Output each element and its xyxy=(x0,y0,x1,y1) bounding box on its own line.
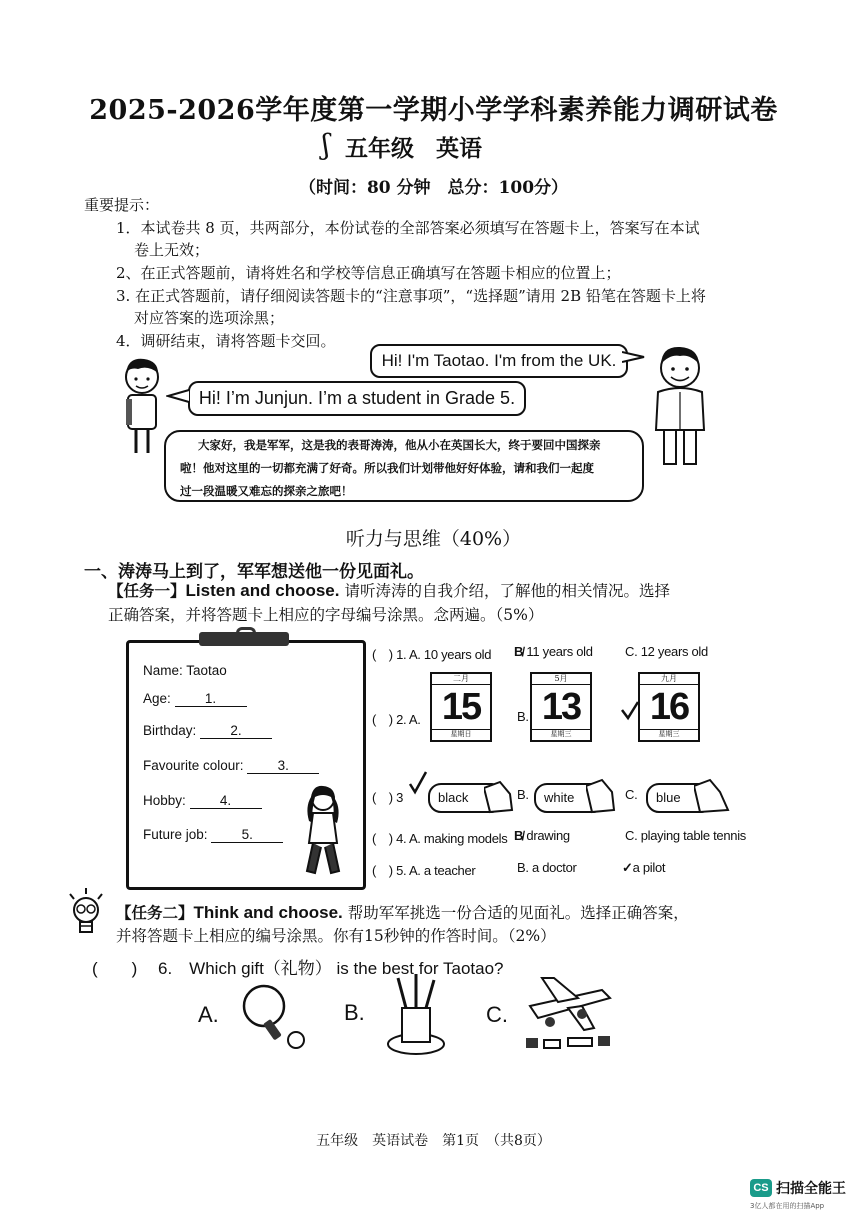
note-1-cont: 卷上无效； xyxy=(134,241,210,259)
q3-checkmark-icon xyxy=(408,770,428,796)
q5-option-c-wrap xyxy=(622,860,665,876)
cal-a-day: 15 xyxy=(441,686,481,728)
q4-num: 4. xyxy=(396,831,407,846)
cal-b-week: 星期三 xyxy=(532,729,590,738)
q1-option-b: 11 years old xyxy=(526,644,593,659)
junjun-figure xyxy=(118,355,168,455)
q2-num: 2. A. xyxy=(396,712,421,727)
story-box xyxy=(164,430,644,502)
card-job-row xyxy=(143,827,283,843)
card-birthday-label: Birthday: xyxy=(143,723,197,738)
cal-c-week: 星期三 xyxy=(640,729,698,738)
card-blank-3: 3. xyxy=(247,758,319,774)
story-line-2: 啦！他对这里的一切都充满了好奇。所以我们计划带他好好体验，请和我们一起度 xyxy=(180,461,594,475)
q1-num: 1. xyxy=(396,647,407,662)
girl-figure xyxy=(297,783,351,881)
card-age-label: Age: xyxy=(143,691,171,706)
paint-tube-white: white xyxy=(534,783,598,813)
card-job-label: Future job: xyxy=(143,827,208,842)
q6-paren: ( ) xyxy=(92,959,138,978)
taotao-speech-bubble: Hi! I'm Taotao. I'm from the UK. xyxy=(370,344,628,378)
task1-en: Listen and choose. xyxy=(185,581,340,600)
q2-row xyxy=(372,709,421,728)
q6-question: 6. Which gift（礼物） is the best for Taotao? xyxy=(158,959,504,978)
lightbulb-icon xyxy=(64,886,110,940)
task2-en: Think and choose. xyxy=(193,903,343,922)
bubble-tail-right xyxy=(622,350,646,364)
card-blank-2: 2. xyxy=(200,723,272,739)
exam-title: 2025-2026学年度第一学期小学学科素养能力调研试卷 xyxy=(89,95,778,126)
page-footer: 五年级 英语试卷 第1页 （共8页） xyxy=(316,1133,551,1149)
part1-heading: 一、涛涛马上到了，军军想送他一份见面礼。 xyxy=(84,562,424,582)
card-blank-4: 4. xyxy=(190,793,262,809)
info-clipboard xyxy=(126,640,366,890)
bubble-tail-left xyxy=(166,388,190,404)
cal-c-day: 16 xyxy=(649,686,689,728)
note-2: 2、在正式答题前，请将姓名和学校等信息正确填写在答题卡相应的位置上； xyxy=(116,264,621,282)
cal-a-week: 星期日 xyxy=(432,729,490,738)
story-line-1: 大家好，我是军军，这是我的表哥涛涛，他从小在英国长大，终于要回中国探亲 xyxy=(198,438,601,452)
paint-splash-a xyxy=(484,780,514,816)
q3-row xyxy=(372,787,403,806)
cal-b-month: 5月 xyxy=(532,674,590,685)
junjun-speech-bubble: Hi! I’m Junjun. I’m a student in Grade 5. xyxy=(188,381,526,416)
card-birthday-row xyxy=(143,723,272,739)
subject-label: 英语 xyxy=(436,135,482,162)
q4-option-c: C. playing table tennis xyxy=(625,828,747,843)
note-3: 3. 在正式答题前，请仔细阅读答题卡的“注意事项”，“选择题”请用 2B 铅笔在答题卡上将 xyxy=(116,287,706,305)
q4-b-checkmark-icon: B̸ xyxy=(514,828,524,843)
time-score-line: （时间：80 分钟 总分：100分） xyxy=(298,178,569,198)
card-colour-row xyxy=(143,758,319,774)
paint-tube-black: black xyxy=(428,783,496,813)
card-blank-1: 1. xyxy=(175,691,247,707)
task1-line-1 xyxy=(108,578,670,604)
q5-paren: ( ) xyxy=(372,863,393,878)
notes-heading: 重要提示： xyxy=(84,196,160,214)
q3-b-letter: B. xyxy=(517,787,529,802)
q1-b-checkmark-icon: B̸ xyxy=(514,644,524,659)
paint-splash-c xyxy=(694,778,730,816)
q1-paren: ( ) xyxy=(372,647,393,662)
section-title: 听力与思维（40%） xyxy=(345,528,522,550)
note-4: 4．调研结束，请将答题卡交回。 xyxy=(116,332,336,350)
q4-option-b: drawing xyxy=(526,828,570,843)
pen-mark: ʃ xyxy=(322,128,330,161)
task2-line-2: 并将答题卡上相应的编号涂黑。你有15秒钟的作答时间。（2%） xyxy=(116,927,556,945)
watermark-tagline: 3亿人都在用的扫描App xyxy=(750,1202,825,1210)
q1-row xyxy=(372,644,491,663)
paint-brushes-icon xyxy=(384,972,448,1058)
calendar-option-b xyxy=(530,672,592,742)
grade-label: 五年级 xyxy=(345,135,414,162)
cs-logo-icon: CS xyxy=(750,1179,772,1197)
card-hobby-label: Hobby: xyxy=(143,793,186,808)
task1-text: 请听涛涛的自我介绍，了解他的相关情况。选择 xyxy=(344,582,670,600)
q4-option-b-wrap xyxy=(514,828,570,843)
q1-option-a: A. 10 years old xyxy=(408,647,492,662)
q3-num: 3 xyxy=(396,790,404,805)
q5-num: 5. xyxy=(396,863,407,878)
paint-tube-blue: blue xyxy=(646,783,706,813)
q6-option-c-label: C. xyxy=(486,1002,508,1027)
task1-label: 【任务一】 xyxy=(108,581,186,600)
watermark-brand: 扫描全能王 xyxy=(776,1181,846,1197)
q5-c-checkmark-icon: ✓ xyxy=(622,860,633,875)
card-blank-5: 5. xyxy=(211,827,283,843)
card-name-row xyxy=(143,663,227,678)
paint-splash-b xyxy=(586,778,616,816)
card-name-label: Name: xyxy=(143,663,183,678)
q4-row xyxy=(372,828,507,847)
q3-paren: ( ) xyxy=(372,790,393,805)
note-3-cont: 对应答案的选项涂黑； xyxy=(134,309,285,327)
note-1: 1．本试卷共 8 页，共两部分，本份试卷的全部答案必须填写在答题卡上，答案写在本试 xyxy=(116,219,700,237)
q1-option-c: C. 12 years old xyxy=(625,644,708,659)
card-name-value: Taotao xyxy=(186,663,227,678)
q1-option-b-wrap xyxy=(514,644,593,659)
q5-option-a: A. a teacher xyxy=(408,863,476,878)
q2-paren: ( ) xyxy=(372,712,393,727)
q3-c-letter: C. xyxy=(625,787,638,802)
clipboard-clip xyxy=(199,632,289,646)
task1-line-2: 正确答案，并将答题卡上相应的字母编号涂黑。念两遍。（5%） xyxy=(108,606,544,624)
table-tennis-paddle-icon xyxy=(238,982,308,1052)
q6-option-b-label: B. xyxy=(344,1000,365,1025)
q5-row xyxy=(372,860,475,879)
card-hobby-row xyxy=(143,793,262,809)
cal-c-month: 九月 xyxy=(640,674,698,685)
q4-paren: ( ) xyxy=(372,831,393,846)
model-plane-icon xyxy=(522,972,618,1056)
task2-line-1 xyxy=(116,900,689,926)
q4-option-a: A. making models xyxy=(408,831,508,846)
card-age-row xyxy=(143,691,247,707)
q5-option-b: B. a doctor xyxy=(517,860,577,875)
scanner-watermark xyxy=(750,1178,846,1211)
q2-b-letter: B. xyxy=(517,709,529,724)
q2-checkmark-icon xyxy=(620,700,640,722)
story-line-3: 过一段温暖又难忘的探亲之旅吧！ xyxy=(180,484,353,498)
task2-label: 【任务二】 xyxy=(116,903,194,922)
q5-option-c: a pilot xyxy=(632,860,666,875)
calendar-option-c xyxy=(638,672,700,742)
taotao-figure xyxy=(650,340,710,468)
q6-option-a-label: A. xyxy=(198,1002,219,1027)
cal-b-day: 13 xyxy=(541,686,581,728)
task2-text: 帮助军军挑选一份合适的见面礼。选择正确答案， xyxy=(347,904,689,922)
cal-a-month: 二月 xyxy=(432,674,490,685)
calendar-option-a xyxy=(430,672,492,742)
card-colour-label: Favourite colour: xyxy=(143,758,244,773)
grade-subject xyxy=(345,130,482,163)
